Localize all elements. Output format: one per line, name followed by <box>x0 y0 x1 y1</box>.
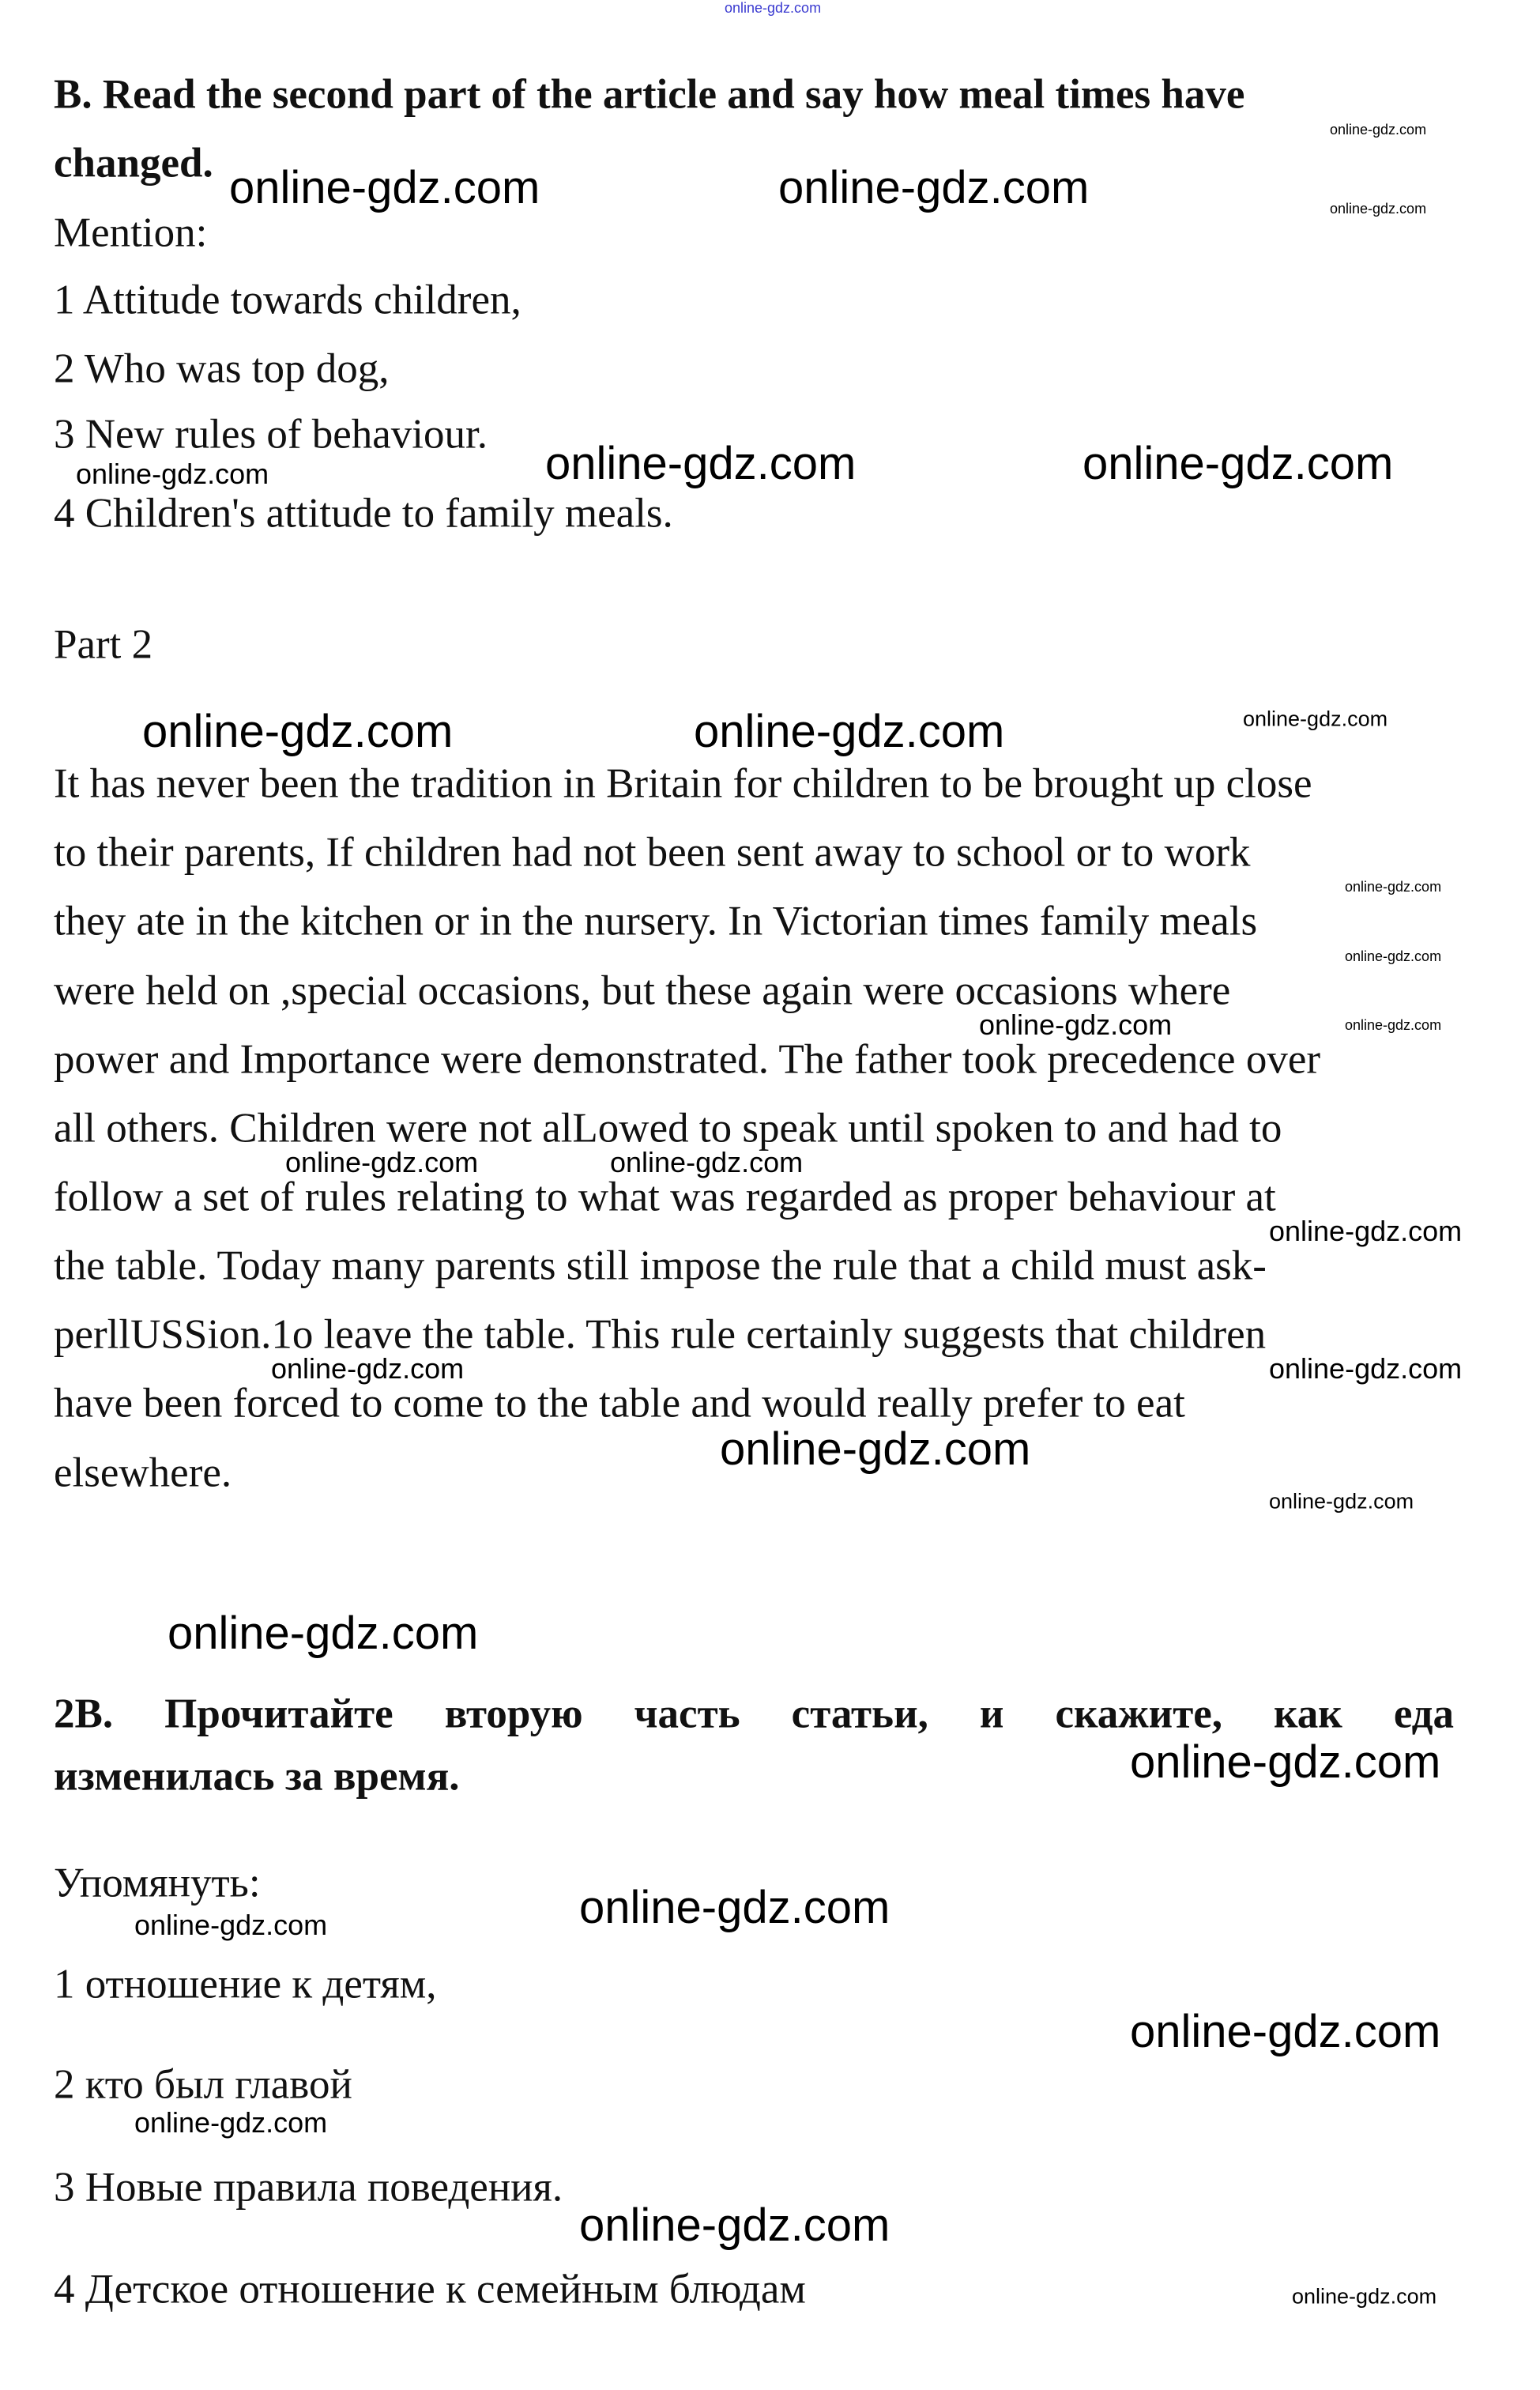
russian-heading: 2В. Прочитайте вторую часть статьи, и скажите, как еда <box>54 1691 1454 1737</box>
paragraph-line: were held on ,special occasions, but these again were occasions where <box>54 967 1231 1014</box>
watermark-text: online-gdz.com <box>1345 948 1442 964</box>
watermark-text: online-gdz.com <box>76 458 269 490</box>
russian-mention-label: Упомянуть: <box>54 1860 261 1906</box>
watermark-text: online-gdz.com <box>1345 1017 1442 1033</box>
russian-mention-item: 4 Детское отношение к семейным блюдам <box>54 2266 806 2313</box>
russian-mention-item: 1 отношение к детям, <box>54 1961 437 2007</box>
watermark-text: online-gdz.com <box>271 1352 465 1385</box>
watermark-text: online-gdz.com <box>168 1608 479 1659</box>
watermark-text: online-gdz.com <box>979 1008 1173 1041</box>
watermark-text: online-gdz.com <box>285 1146 479 1178</box>
task-heading-continued: changed. <box>54 140 213 187</box>
mention-item: 2 Who was top dog, <box>54 345 390 392</box>
watermark-text: online-gdz.com <box>720 1423 1031 1475</box>
watermark-text: online-gdz.com <box>229 162 540 213</box>
watermark-text: online-gdz.com <box>1083 438 1394 489</box>
watermark-text: online-gdz.com <box>610 1146 804 1178</box>
russian-heading-continued: изменилась за время. <box>54 1753 460 1800</box>
mention-item: 3 New rules of behaviour. <box>54 411 488 458</box>
watermark-text: online-gdz.com <box>1269 1352 1463 1385</box>
paragraph-line: to their parents, If children had not been sent away to school or to work <box>54 829 1251 876</box>
watermark-text: online-gdz.com <box>694 706 1005 757</box>
watermark-text: online-gdz.com <box>579 2200 890 2251</box>
russian-mention-item: 2 кто был главой <box>54 2061 352 2108</box>
watermark-text: online-gdz.com <box>778 162 1090 213</box>
russian-mention-item: 3 Новые правила поведения. <box>54 2164 563 2211</box>
watermark-text: online-gdz.com <box>134 1909 328 1941</box>
watermark-text: online-gdz.com <box>1292 2284 1437 2309</box>
watermark-text: online-gdz.com <box>725 0 822 16</box>
mention-item: 1 Attitude towards children, <box>54 277 521 323</box>
paragraph-line: It has never been the tradition in Britain for children to be brought up close <box>54 760 1312 807</box>
watermark-text: online-gdz.com <box>1130 1736 1441 1788</box>
watermark-text: online-gdz.com <box>1330 122 1427 138</box>
watermark-text: online-gdz.com <box>545 438 857 489</box>
watermark-text: online-gdz.com <box>134 2106 328 2139</box>
paragraph-line: have been forced to come to the table and would really prefer to eat <box>54 1380 1185 1427</box>
watermark-text: online-gdz.com <box>1130 2006 1441 2057</box>
watermark-text: online-gdz.com <box>1330 201 1427 217</box>
task-heading: B. Read the second part of the article and say how meal times have <box>54 71 1245 118</box>
paragraph-line: they ate in the kitchen or in the nursery. In Victorian times family meals <box>54 898 1258 944</box>
paragraph-line: the table. Today many parents still impose the rule that a child must ask- <box>54 1242 1267 1289</box>
watermark-text: online-gdz.com <box>1345 879 1442 895</box>
watermark-text: online-gdz.com <box>579 1882 890 1933</box>
paragraph-line: perllUSSion.1o leave the table. This rule certainly suggests that children <box>54 1311 1267 1358</box>
watermark-text: online-gdz.com <box>1243 707 1388 731</box>
mention-label: Mention: <box>54 209 208 256</box>
paragraph-line: power and Importance were demonstrated. The father took precedence over <box>54 1036 1320 1083</box>
paragraph-line: all others. Children were not alLowed to speak until spoken to and had to <box>54 1105 1282 1152</box>
part-label: Part 2 <box>54 621 153 668</box>
watermark-text: online-gdz.com <box>142 706 454 757</box>
watermark-text: online-gdz.com <box>1269 1215 1463 1247</box>
paragraph-line: elsewhere. <box>54 1449 232 1496</box>
paragraph-line: follow a set of rules relating to what was regarded as proper behaviour at <box>54 1174 1276 1220</box>
mention-item: 4 Children's attitude to family meals. <box>54 490 673 537</box>
watermark-text: online-gdz.com <box>1269 1489 1414 1514</box>
